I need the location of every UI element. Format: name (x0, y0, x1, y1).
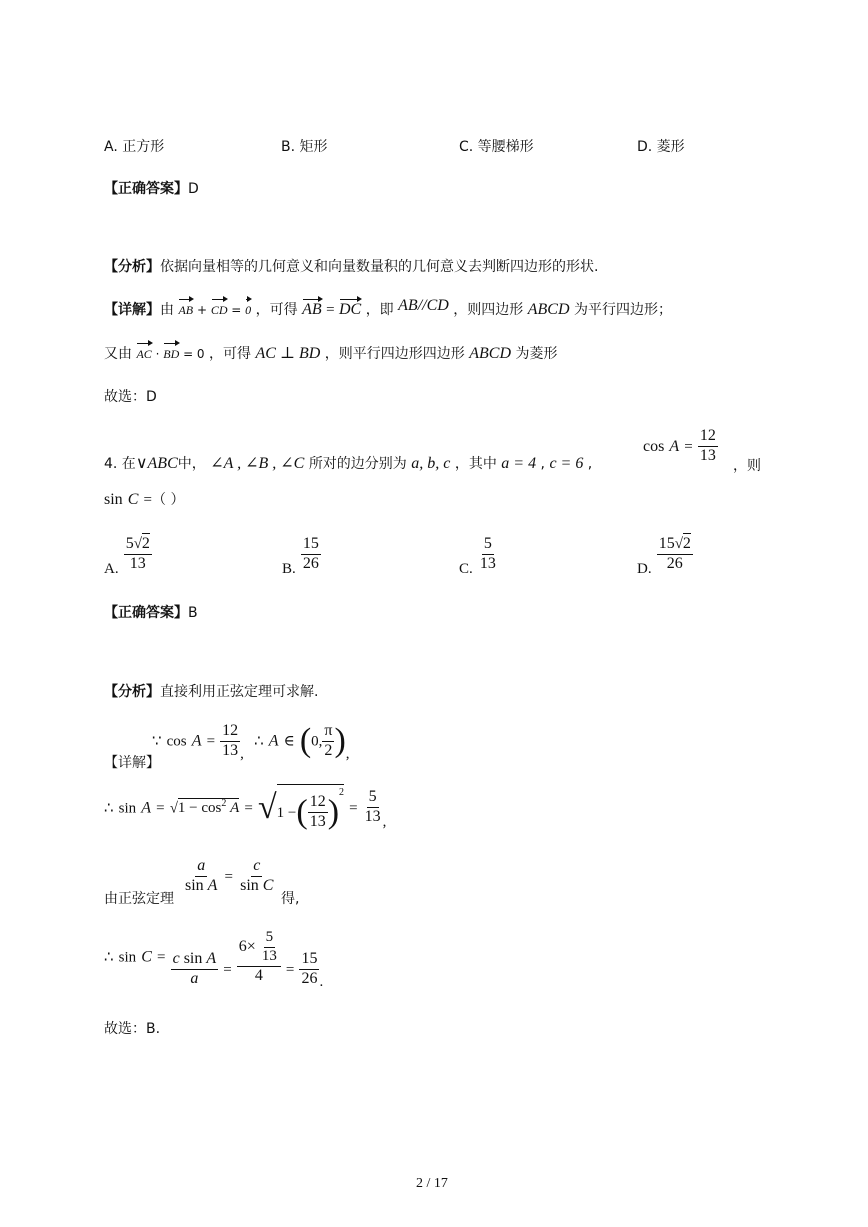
q4-detail-label: 【详解】 (104, 755, 160, 771)
option-label: B. (282, 560, 296, 577)
detail-text: 为菱形 (515, 346, 558, 362)
stem-text: 中， (177, 456, 206, 472)
q4-stem-line1: 4. 在∨ABC中， ∠A , ∠B , ∠C 所对的边分别为 a, b, c ，其中 a = 4 , c = 6 , (104, 455, 593, 472)
formula-cos-a-given: ∵ cos A = $\frac{12}{13}$ , ∴ A ∈ (0, $\frac{\pi}{2}$ ), (152, 721, 350, 762)
detail-text: 由 (160, 302, 174, 318)
formula-cos-a: cos A = $\frac{12}{13}$ (643, 427, 716, 464)
q4-answer (104, 602, 198, 622)
formula-a-eq-4: a = 4 (501, 455, 537, 472)
answer-label: 【正确答案】 (104, 181, 188, 197)
detail-label: 【详解】 (104, 302, 160, 318)
answer-value: D (188, 181, 199, 197)
q4-option-b: B. $\frac{15}{26}$ (282, 535, 319, 577)
formula-abcd: ABCD (527, 301, 570, 318)
formula-dot-product: AC · BD = 0 (136, 347, 204, 361)
stem-text: （ ） (152, 492, 185, 508)
q4-stem-line2: sin C =（ ） (104, 491, 185, 508)
analysis-text: 直接利用正弦定理可求解. (160, 684, 319, 700)
answer-label: 【正确答案】 (104, 605, 188, 621)
formula-sine-law: $\frac{a}{\text{sin A}}$ = $\frac{c}{\text{sin C}}$ (185, 857, 274, 894)
formula-abcd: ABCD (469, 345, 511, 362)
option-label: A. (104, 560, 119, 577)
q4-option-a: A. $\frac{5√2}{13}$ (104, 535, 150, 577)
formula-sin-a: ∴ $\sin A = √1 - \cos^2 A = √1$ −( $\frac{12}{13}$ )$^2$ = $\frac{5}{13}$ , (104, 784, 386, 832)
formula-vec-sum: AB + CD = 0 (178, 303, 251, 317)
q3-option-b: B. 矩形 (281, 139, 328, 155)
option-label: C. (459, 560, 473, 577)
analysis-text: 依据向量相等的几何意义和向量数量积的几何意义去判断四边形的形状. (160, 259, 599, 275)
detail-text: ，则四边形 (453, 302, 524, 318)
detail-text: ，可得 (255, 302, 298, 318)
formula-c-eq-6: c = 6 (549, 455, 584, 472)
get-text: 得, (281, 891, 300, 907)
q3-analysis (104, 256, 598, 276)
formula-triangle: ∨ABC (135, 455, 178, 472)
detail-text: ，即 (365, 302, 394, 318)
q3-option-d: D. 菱形 (637, 139, 685, 155)
stem-text: 4. 在 (104, 456, 136, 472)
answer-value: B (188, 605, 198, 621)
formula-parallel: AB//CD (398, 297, 449, 314)
q4-choose: 故选：B. (104, 1021, 161, 1037)
formula-sin-c: ∴ sin C = $\frac{\text{c sin A}}{a}$ = 6× $\frac{5}{13}$ 4 = $\frac{15}{26}$ . (104, 929, 324, 990)
q3-detail-line2 (104, 342, 557, 366)
q4-option-c: C. $\frac{5}{13}$ (459, 535, 496, 577)
q3-detail-line1 (104, 298, 672, 322)
q3-option-c: C. 等腰梯形 (459, 139, 534, 155)
sine-law-text: 由正弦定理 (104, 891, 174, 907)
stem-text: 所对的边分别为 (308, 456, 407, 472)
analysis-label: 【分析】 (104, 259, 160, 275)
q3-choose: 故选：D (104, 389, 157, 405)
q4-analysis (104, 681, 318, 701)
q3-option-a: A. 正方形 (104, 139, 165, 155)
detail-text: ，则平行四边形四边形 (324, 346, 465, 362)
option-label: D. (637, 560, 652, 577)
formula-angles: ∠A , ∠B , ∠C (210, 455, 305, 472)
detail-text: 为平行四边形； (573, 302, 672, 318)
q4-option-d: D. $\frac{15√2}{26}$ (637, 535, 691, 577)
formula-abc: a, b, c (411, 455, 451, 472)
detail-text: 又由 (104, 346, 132, 362)
analysis-label: 【分析】 (104, 684, 160, 700)
detail-text: ，可得 (209, 346, 252, 362)
page-number: 2 / 17 (416, 1176, 448, 1191)
stem-text: ，其中 (454, 456, 497, 472)
formula-vec-equal: AB = DC (302, 302, 361, 318)
q3-answer (104, 178, 199, 198)
formula-perpendicular: AC ⊥ BD (255, 345, 321, 362)
stem-text: ，则 (733, 458, 761, 474)
